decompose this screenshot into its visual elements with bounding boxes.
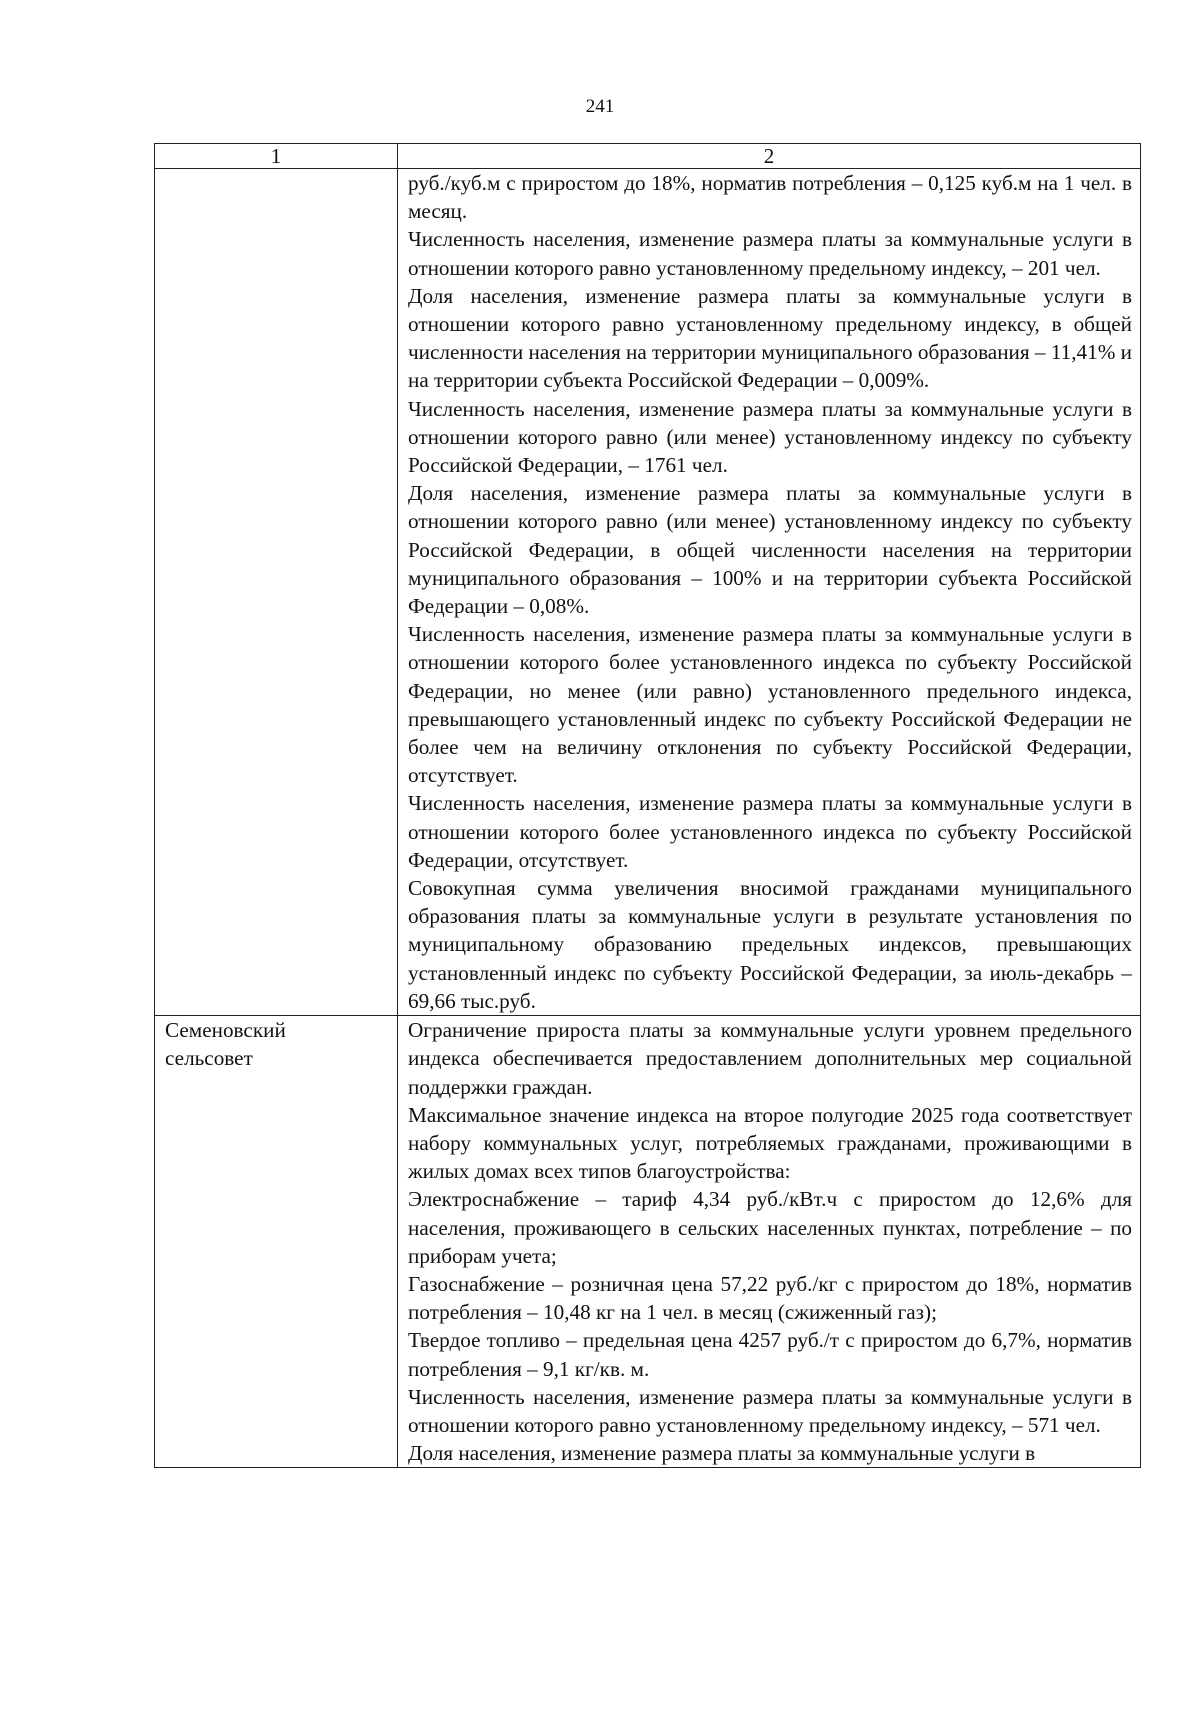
- paragraph: Газоснабжение – розничная цена 57,22 руб./кг с приростом до 18%, норматив потребления – 10,48 кг на 1 чел. в месяц (сжиженный газ);: [408, 1271, 1132, 1325]
- municipality-cell: [155, 1016, 398, 1468]
- municipality-name-line: Семеновский: [165, 1018, 286, 1043]
- description-cell: [398, 1016, 1141, 1468]
- paragraph: Твердое топливо – предельная цена 4257 руб./т с приростом до 6,7%, норматив потребления – 9,1 кг/кв. м.: [408, 1328, 1132, 1381]
- paragraph: Максимальное значение индекса на второе полугодие 2025 года соответствует набору коммунальных услуг, потребляемых гражданами, проживающими в жилых домах всех типов благоустройства:: [408, 1102, 1132, 1184]
- municipality-cell: [155, 169, 398, 1016]
- table-header-row: [155, 144, 1141, 169]
- document-table: [154, 143, 1141, 1468]
- paragraph: Численность населения, изменение размера платы за коммунальные услуги в отношении которого более установленного индекса по субъекту Российской Федерации, но менее (или равно) установленного предельного индекса, превышающего установленный индекс по субъекту Российской Федерации не более чем на величину отклонения по субъекту Российской Федерации, отсутствует.: [408, 622, 1132, 788]
- page-number: 241: [585, 96, 615, 117]
- paragraph: Доля населения, изменение размера платы за коммунальные услуги в отношении которого равно (или менее) установленному индексу по субъекту Российской Федерации, в общей численности населения на территории муниципального образования – 100% и на территории субъекта Российской Федерации – 0,08%.: [408, 481, 1132, 619]
- description-cell: [398, 169, 1141, 1016]
- paragraph: Численность населения, изменение размера платы за коммунальные услуги в отношении которого более установленного индекса по субъекту Российской Федерации, отсутствует.: [408, 791, 1132, 872]
- paragraph: Численность населения, изменение размера платы за коммунальные услуги в отношении которого равно установленному предельному индексу, – 201 чел.: [408, 227, 1132, 280]
- paragraph: Электроснабжение – тариф 4,34 руб./кВт.ч с приростом до 12,6% для населения, проживающего в сельских населенных пунктах, потребление – по приборам учета;: [408, 1187, 1132, 1268]
- table-row: [155, 1016, 1141, 1468]
- paragraph: Доля населения, изменение размера платы за коммунальные услуги в отношении которого равно установленному предельному индексу, в общей численности населения на территории муниципального образования – 11,41% и на территории субъекта Российской Федерации – 0,009%.: [408, 283, 1132, 393]
- paragraph: Совокупная сумма увеличения вносимой гражданами муниципального образования платы за коммунальные услуги в результате установления по муниципальному образованию предельных индексов, превышающих установленный индекс по субъекту Российской Федерации, за июль-декабрь – 69,66 тыс.руб.: [408, 876, 1132, 1013]
- paragraph: руб./куб.м с приростом до 18%, норматив потребления – 0,125 куб.м на 1 чел. в месяц.: [408, 171, 1132, 224]
- table-row: [155, 169, 1141, 1016]
- paragraph: Доля населения, изменение размера платы за коммунальные услуги в: [408, 1441, 1036, 1466]
- column-header-2: 2: [398, 144, 1141, 169]
- municipality-name-line: сельсовет: [165, 1046, 253, 1071]
- paragraph: Ограничение прироста платы за коммунальные услуги уровнем предельного индекса обеспечивается предоставлением дополнительных мер социальной поддержки граждан.: [408, 1018, 1132, 1099]
- paragraph: Численность населения, изменение размера платы за коммунальные услуги в отношении которого равно (или менее) установленному индексу по субъекту Российской Федерации, – 1761 чел.: [408, 396, 1132, 478]
- column-header-1: 1: [155, 144, 398, 169]
- paragraph: Численность населения, изменение размера платы за коммунальные услуги в отношении которого равно установленному предельному индексу, – 571 чел.: [408, 1384, 1132, 1437]
